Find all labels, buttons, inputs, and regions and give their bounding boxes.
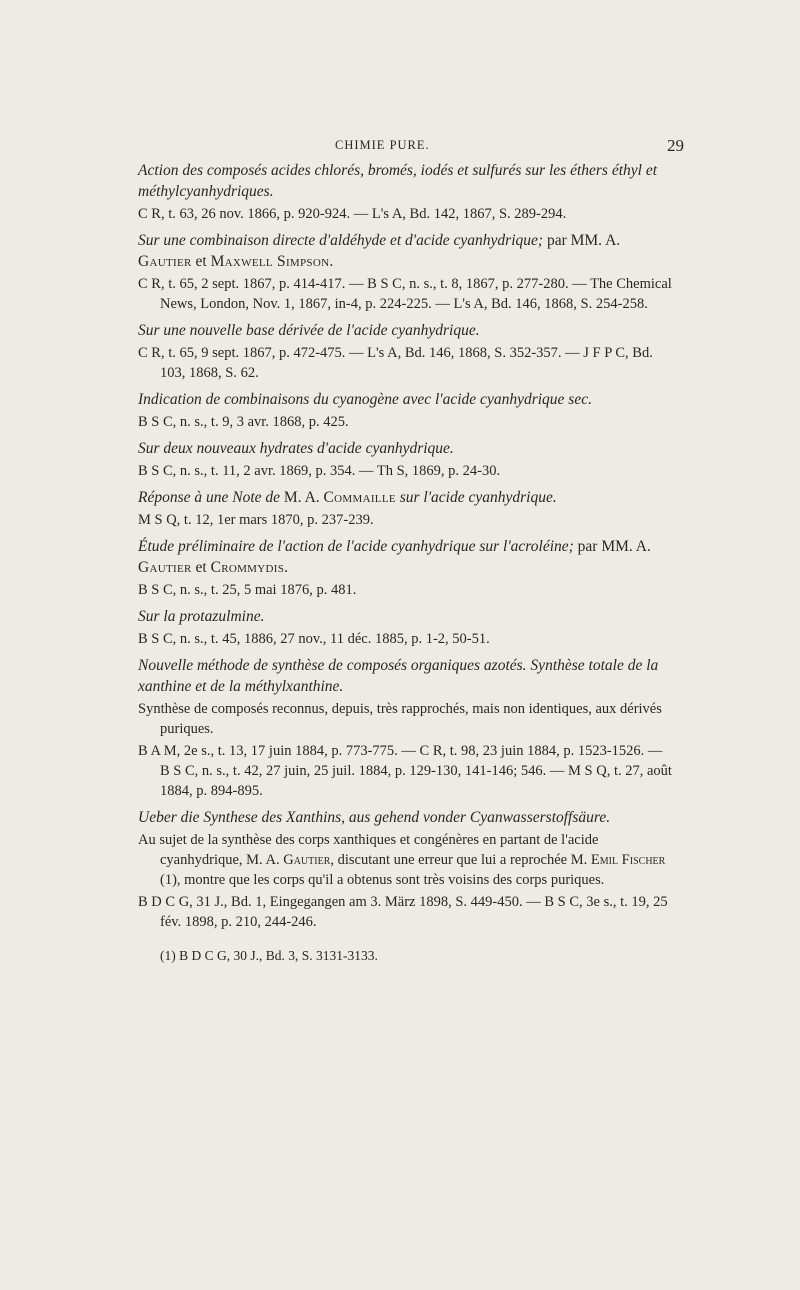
- bibliography-entry: [138, 606, 674, 649]
- bibliography-entry: [138, 389, 674, 432]
- footnote: (1) B D C G, 30 J., Bd. 3, S. 3131-3133.: [160, 947, 378, 963]
- entry-note: Synthèse de composés reconnus, depuis, très rapprochés, mais non identiques, aux dérivés puriques.: [138, 701, 662, 737]
- page-number: 29: [667, 136, 684, 155]
- entry-title: Sur la protazulmine.: [138, 608, 265, 625]
- running-head: [0, 138, 800, 158]
- entry-title: Réponse à une Note de M. A. Commaille sur l'acide cyanhydrique.: [138, 489, 557, 506]
- entry-reference: B D C G, 31 J., Bd. 1, Eingegangen am 3. März 1898, S. 449-450. — B S C, 3e s., t. 19, 25 fév. 1898, p. 210, 244-246.: [138, 894, 668, 930]
- entry-reference: B S C, n. s., t. 9, 3 avr. 1868, p. 425.: [138, 414, 349, 430]
- entry-reference: B S C, n. s., t. 45, 1886, 27 nov., 11 déc. 1885, p. 1-2, 50-51.: [138, 631, 490, 647]
- entry-title: Ueber die Synthese des Xanthins, aus gehend vonder Cyanwasserstoffsäure.: [138, 809, 611, 826]
- entry-reference: C R, t. 63, 26 nov. 1866, p. 920-924. — L's A, Bd. 142, 1867, S. 289-294.: [138, 206, 567, 222]
- entry-title: Étude préliminaire de l'action de l'acide cyanhydrique sur l'acroléine; par MM. A. Gautier et Crommydis.: [138, 538, 651, 576]
- bibliography-entry: [138, 230, 674, 314]
- entry-title: Nouvelle méthode de synthèse de composés organiques azotés. Synthèse totale de la xanthine et de la méthylxanthine.: [138, 657, 659, 695]
- entry-reference: B A M, 2e s., t. 13, 17 juin 1884, p. 773-775. — C R, t. 98, 23 juin 1884, p. 1523-1526. — B S C, n. s., t. 42, 27 juin, 25 juil. 1884, p. 129-130, 141-146; 546. — M S Q, t. 27, août 1884, p. 894-895.: [138, 743, 672, 799]
- bibliography-entry: [138, 160, 674, 224]
- entry-reference: C R, t. 65, 2 sept. 1867, p. 414-417. — B S C, n. s., t. 8, 1867, p. 277-280. — The Chemical News, London, Nov. 1, 1867, in-4, p. 224-225. — L's A, Bd. 146, 1868, S. 254-258.: [138, 276, 672, 312]
- bibliography-list: [138, 160, 674, 978]
- entry-title: Action des composés acides chlorés, bromés, iodés et sulfurés sur les éthers éthyl et méthylcyanhydriques.: [138, 162, 658, 200]
- entry-title: Sur une nouvelle base dérivée de l'acide cyanhydrique.: [138, 322, 480, 339]
- entry-note: Au sujet de la synthèse des corps xanthiques et congénères en partant de l'acide cyanhydrique, M. A. Gautier, discutant une erreur que lui a reprochée M. Emil Fischer (1), montre que les corps qu'il a obtenus sont très voisins des corps puriques.: [138, 832, 666, 888]
- entry-title: Sur une combinaison directe d'aldéhyde et d'acide cyanhydrique; par MM. A. Gautier et Maxwell Simpson.: [138, 232, 621, 270]
- entry-reference: B S C, n. s., t. 11, 2 avr. 1869, p. 354. — Th S, 1869, p. 24-30.: [138, 463, 501, 479]
- entry-title: Sur deux nouveaux hydrates d'acide cyanhydrique.: [138, 440, 454, 457]
- bibliography-entry: [138, 807, 674, 965]
- bibliography-entry: [138, 487, 674, 530]
- entry-reference: C R, t. 65, 9 sept. 1867, p. 472-475. — L's A, Bd. 146, 1868, S. 352-357. — J F P C, Bd. 103, 1868, S. 62.: [138, 345, 653, 381]
- bibliography-entry: [138, 320, 674, 383]
- entry-reference: B S C, n. s., t. 25, 5 mai 1876, p. 481.: [138, 582, 357, 598]
- bibliography-entry: [138, 536, 674, 600]
- bibliography-entry: [138, 438, 674, 481]
- running-title: CHIMIE PURE.: [335, 138, 430, 152]
- entry-title: Indication de combinaisons du cyanogène avec l'acide cyanhydrique sec.: [138, 391, 592, 408]
- entry-reference: M S Q, t. 12, 1er mars 1870, p. 237-239.: [138, 512, 374, 528]
- bibliography-entry: [138, 655, 674, 801]
